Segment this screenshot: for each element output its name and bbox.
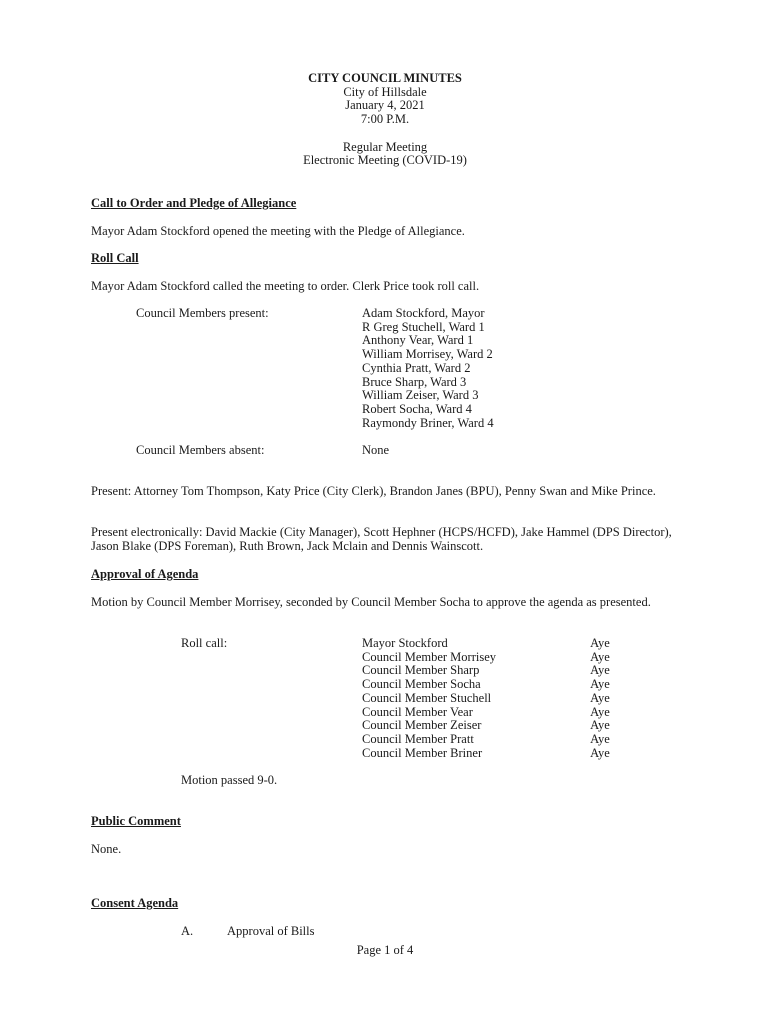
vote-member: Council Member Vear bbox=[362, 704, 473, 719]
vote-value: Aye bbox=[590, 636, 610, 650]
roll-call-heading: Roll Call bbox=[91, 251, 139, 265]
present-others-text: Present: Attorney Tom Thompson, Katy Price (City Clerk), Brandon Janes (BPU), Penny Swan and Mike Prince. bbox=[91, 484, 656, 498]
meeting-mode: Electronic Meeting (COVID-19) bbox=[303, 153, 467, 168]
vote-value: Aye bbox=[590, 731, 610, 746]
header-spacer bbox=[0, 127, 770, 141]
list-item: William Zeiser, Ward 3 bbox=[362, 388, 479, 403]
agenda-motion-result: Motion passed 9-0. bbox=[181, 773, 278, 787]
vote-value: Aye bbox=[590, 718, 610, 733]
vote-value: Aye bbox=[590, 649, 610, 664]
vote-value: Aye bbox=[590, 704, 610, 719]
list-item: Raymondy Briner, Ward 4 bbox=[362, 415, 494, 430]
list-item: William Morrisey, Ward 2 bbox=[362, 347, 493, 362]
vote-value: Aye bbox=[590, 663, 610, 678]
page-number: Page 1 of 4 bbox=[356, 943, 414, 957]
vote-members-list bbox=[362, 637, 496, 760]
public-comment-text: None. bbox=[91, 842, 122, 856]
vote-member: Council Member Briner bbox=[362, 745, 483, 760]
vote-value: Aye bbox=[590, 677, 610, 692]
call-to-order-heading: Call to Order and Pledge of Allegiance bbox=[91, 196, 297, 210]
document-header bbox=[0, 72, 770, 168]
vote-member: Council Member Morrisey bbox=[362, 649, 497, 664]
agenda-motion-text: Motion by Council Member Morrisey, seconded by Council Member Socha to approve the agenda as presented. bbox=[91, 595, 651, 609]
present-members-label: Council Members present: bbox=[136, 306, 269, 320]
present-electronic-text: Present electronically: David Mackie (City Manager), Scott Hephner (HCPS/HCFD), Jake Hammel (DPS Director), Jason Blake (DPS Foreman), Ruth Brown, Jack Mclain and Dennis Wainscott. bbox=[91, 525, 672, 553]
list-item: Anthony Vear, Ward 1 bbox=[362, 333, 474, 348]
list-item: Adam Stockford, Mayor bbox=[362, 306, 485, 320]
vote-member: Council Member Socha bbox=[362, 677, 481, 692]
list-item: R Greg Stuchell, Ward 1 bbox=[362, 319, 485, 334]
roll-call-text: Mayor Adam Stockford called the meeting to order. Clerk Price took roll call. bbox=[91, 279, 480, 293]
meeting-type: Regular Meeting bbox=[342, 139, 428, 154]
list-item: Cynthia Pratt, Ward 2 bbox=[362, 360, 471, 375]
vote-member: Council Member Sharp bbox=[362, 663, 480, 678]
consent-item-letter: A. bbox=[181, 924, 194, 938]
vote-value: Aye bbox=[590, 690, 610, 705]
vote-member: Council Member Zeiser bbox=[362, 718, 482, 733]
consent-item-label: Approval of Bills bbox=[227, 924, 315, 938]
vote-roll-call-label: Roll call: bbox=[181, 636, 228, 650]
vote-member: Council Member Pratt bbox=[362, 731, 474, 746]
consent-agenda-heading: Consent Agenda bbox=[91, 896, 179, 910]
approval-of-agenda-heading: Approval of Agenda bbox=[91, 567, 199, 581]
vote-value: Aye bbox=[590, 745, 610, 760]
meeting-date: January 4, 2021 bbox=[345, 98, 425, 113]
call-to-order-text: Mayor Adam Stockford opened the meeting with the Pledge of Allegiance. bbox=[91, 224, 465, 238]
document-title: CITY COUNCIL MINUTES bbox=[308, 71, 462, 85]
vote-values-list bbox=[585, 637, 615, 760]
list-item: Bruce Sharp, Ward 3 bbox=[362, 374, 467, 389]
meeting-time: 7:00 P.M. bbox=[360, 112, 410, 127]
absent-members-value: None bbox=[362, 443, 390, 457]
vote-member: Council Member Stuchell bbox=[362, 690, 492, 705]
list-item: Robert Socha, Ward 4 bbox=[362, 401, 472, 416]
vote-member: Mayor Stockford bbox=[362, 636, 448, 650]
absent-members-label: Council Members absent: bbox=[136, 443, 265, 457]
city-name: City of Hillsdale bbox=[343, 84, 427, 99]
public-comment-heading: Public Comment bbox=[91, 814, 181, 828]
present-members-list bbox=[362, 307, 494, 430]
